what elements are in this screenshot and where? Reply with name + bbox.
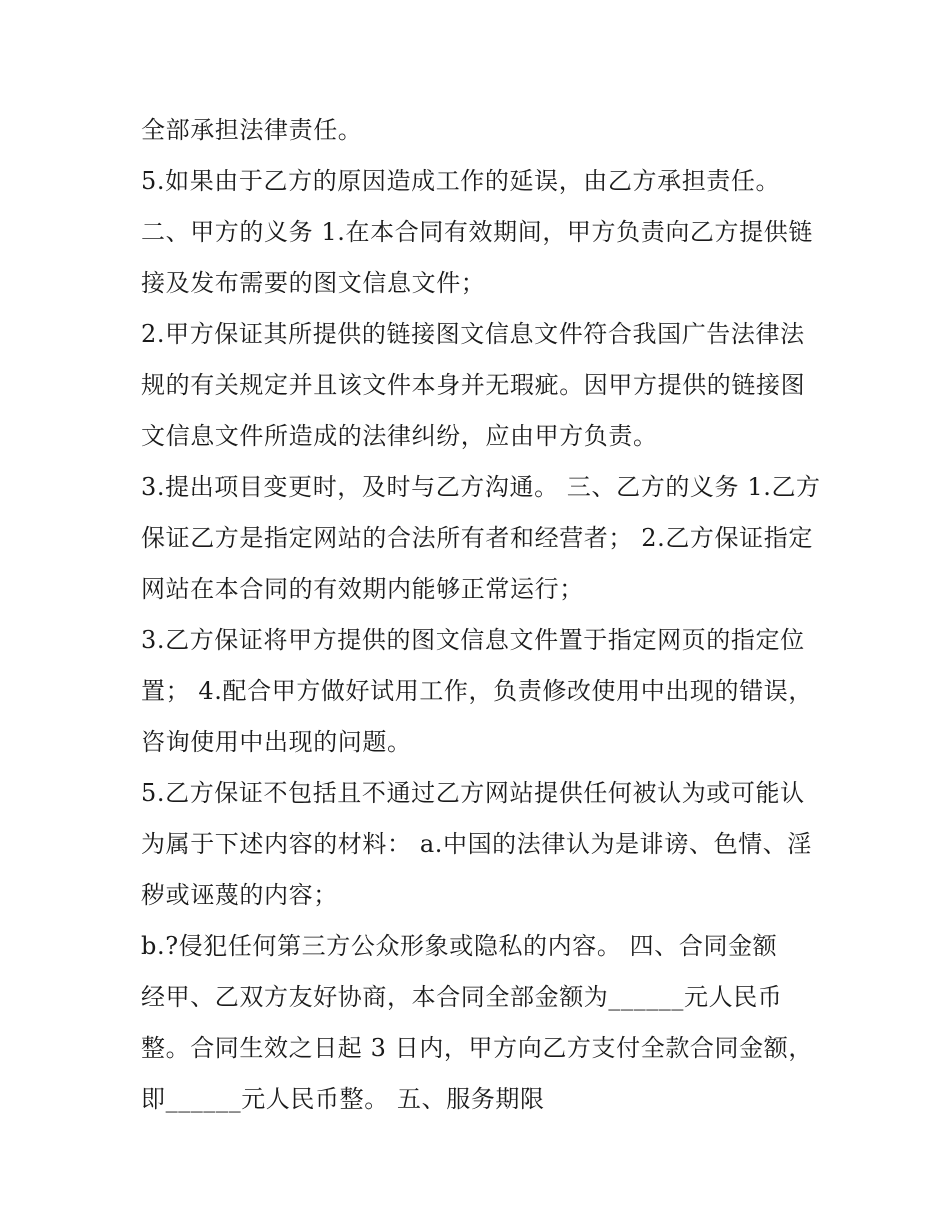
text-line: 置； 4.配合甲方做好试用工作，负责修改使用中出现的错误，	[141, 677, 813, 705]
text-line: 保证乙方是指定网站的合法所有者和经营者； 2.乙方保证指定	[141, 524, 813, 552]
text-line: b.?侵犯任何第三方公众形象或隐私的内容。 四、合同金额	[141, 932, 778, 960]
text-line: 5.如果由于乙方的原因造成工作的延误，由乙方承担责任。	[141, 167, 781, 195]
text-line: 经甲、乙双方友好协商，本合同全部金额为______元人民币	[141, 983, 783, 1011]
text-line: 为属于下述内容的材料： a.中国的法律认为是诽谤、色情、淫	[141, 830, 812, 858]
text-line: 秽或诬蔑的内容；	[141, 881, 338, 909]
text-line: 规的有关规定并且该文件本身并无瑕疵。因甲方提供的链接图	[141, 371, 806, 399]
text-line: 咨询使用中出现的问题。	[141, 728, 412, 756]
text-line: 文信息文件所造成的法律纠纷，应由甲方负责。	[141, 422, 658, 450]
text-line: 全部承担法律责任。	[141, 116, 363, 144]
text-line: 5.乙方保证不包括且不通过乙方网站提供任何被认为或可能认	[141, 779, 805, 807]
text-line: 二、甲方的义务 1.在本合同有效期间，甲方负责向乙方提供链	[141, 218, 813, 246]
text-line: 3.提出项目变更时，及时与乙方沟通。 三、乙方的义务 1.乙方	[141, 473, 821, 501]
text-line: 接及发布需要的图文信息文件；	[141, 269, 486, 297]
text-line: 3.乙方保证将甲方提供的图文信息文件置于指定网页的指定位	[141, 626, 805, 654]
text-line: 即______元人民币整。 五、服务期限	[141, 1085, 545, 1113]
text-line: 2.甲方保证其所提供的链接图文信息文件符合我国广告法律法	[141, 320, 805, 348]
document-body	[141, 105, 821, 1125]
text-line: 网站在本合同的有效期内能够正常运行；	[141, 575, 584, 603]
text-line: 整。合同生效之日起 3 日内，甲方向乙方支付全款合同金额，	[141, 1034, 813, 1062]
